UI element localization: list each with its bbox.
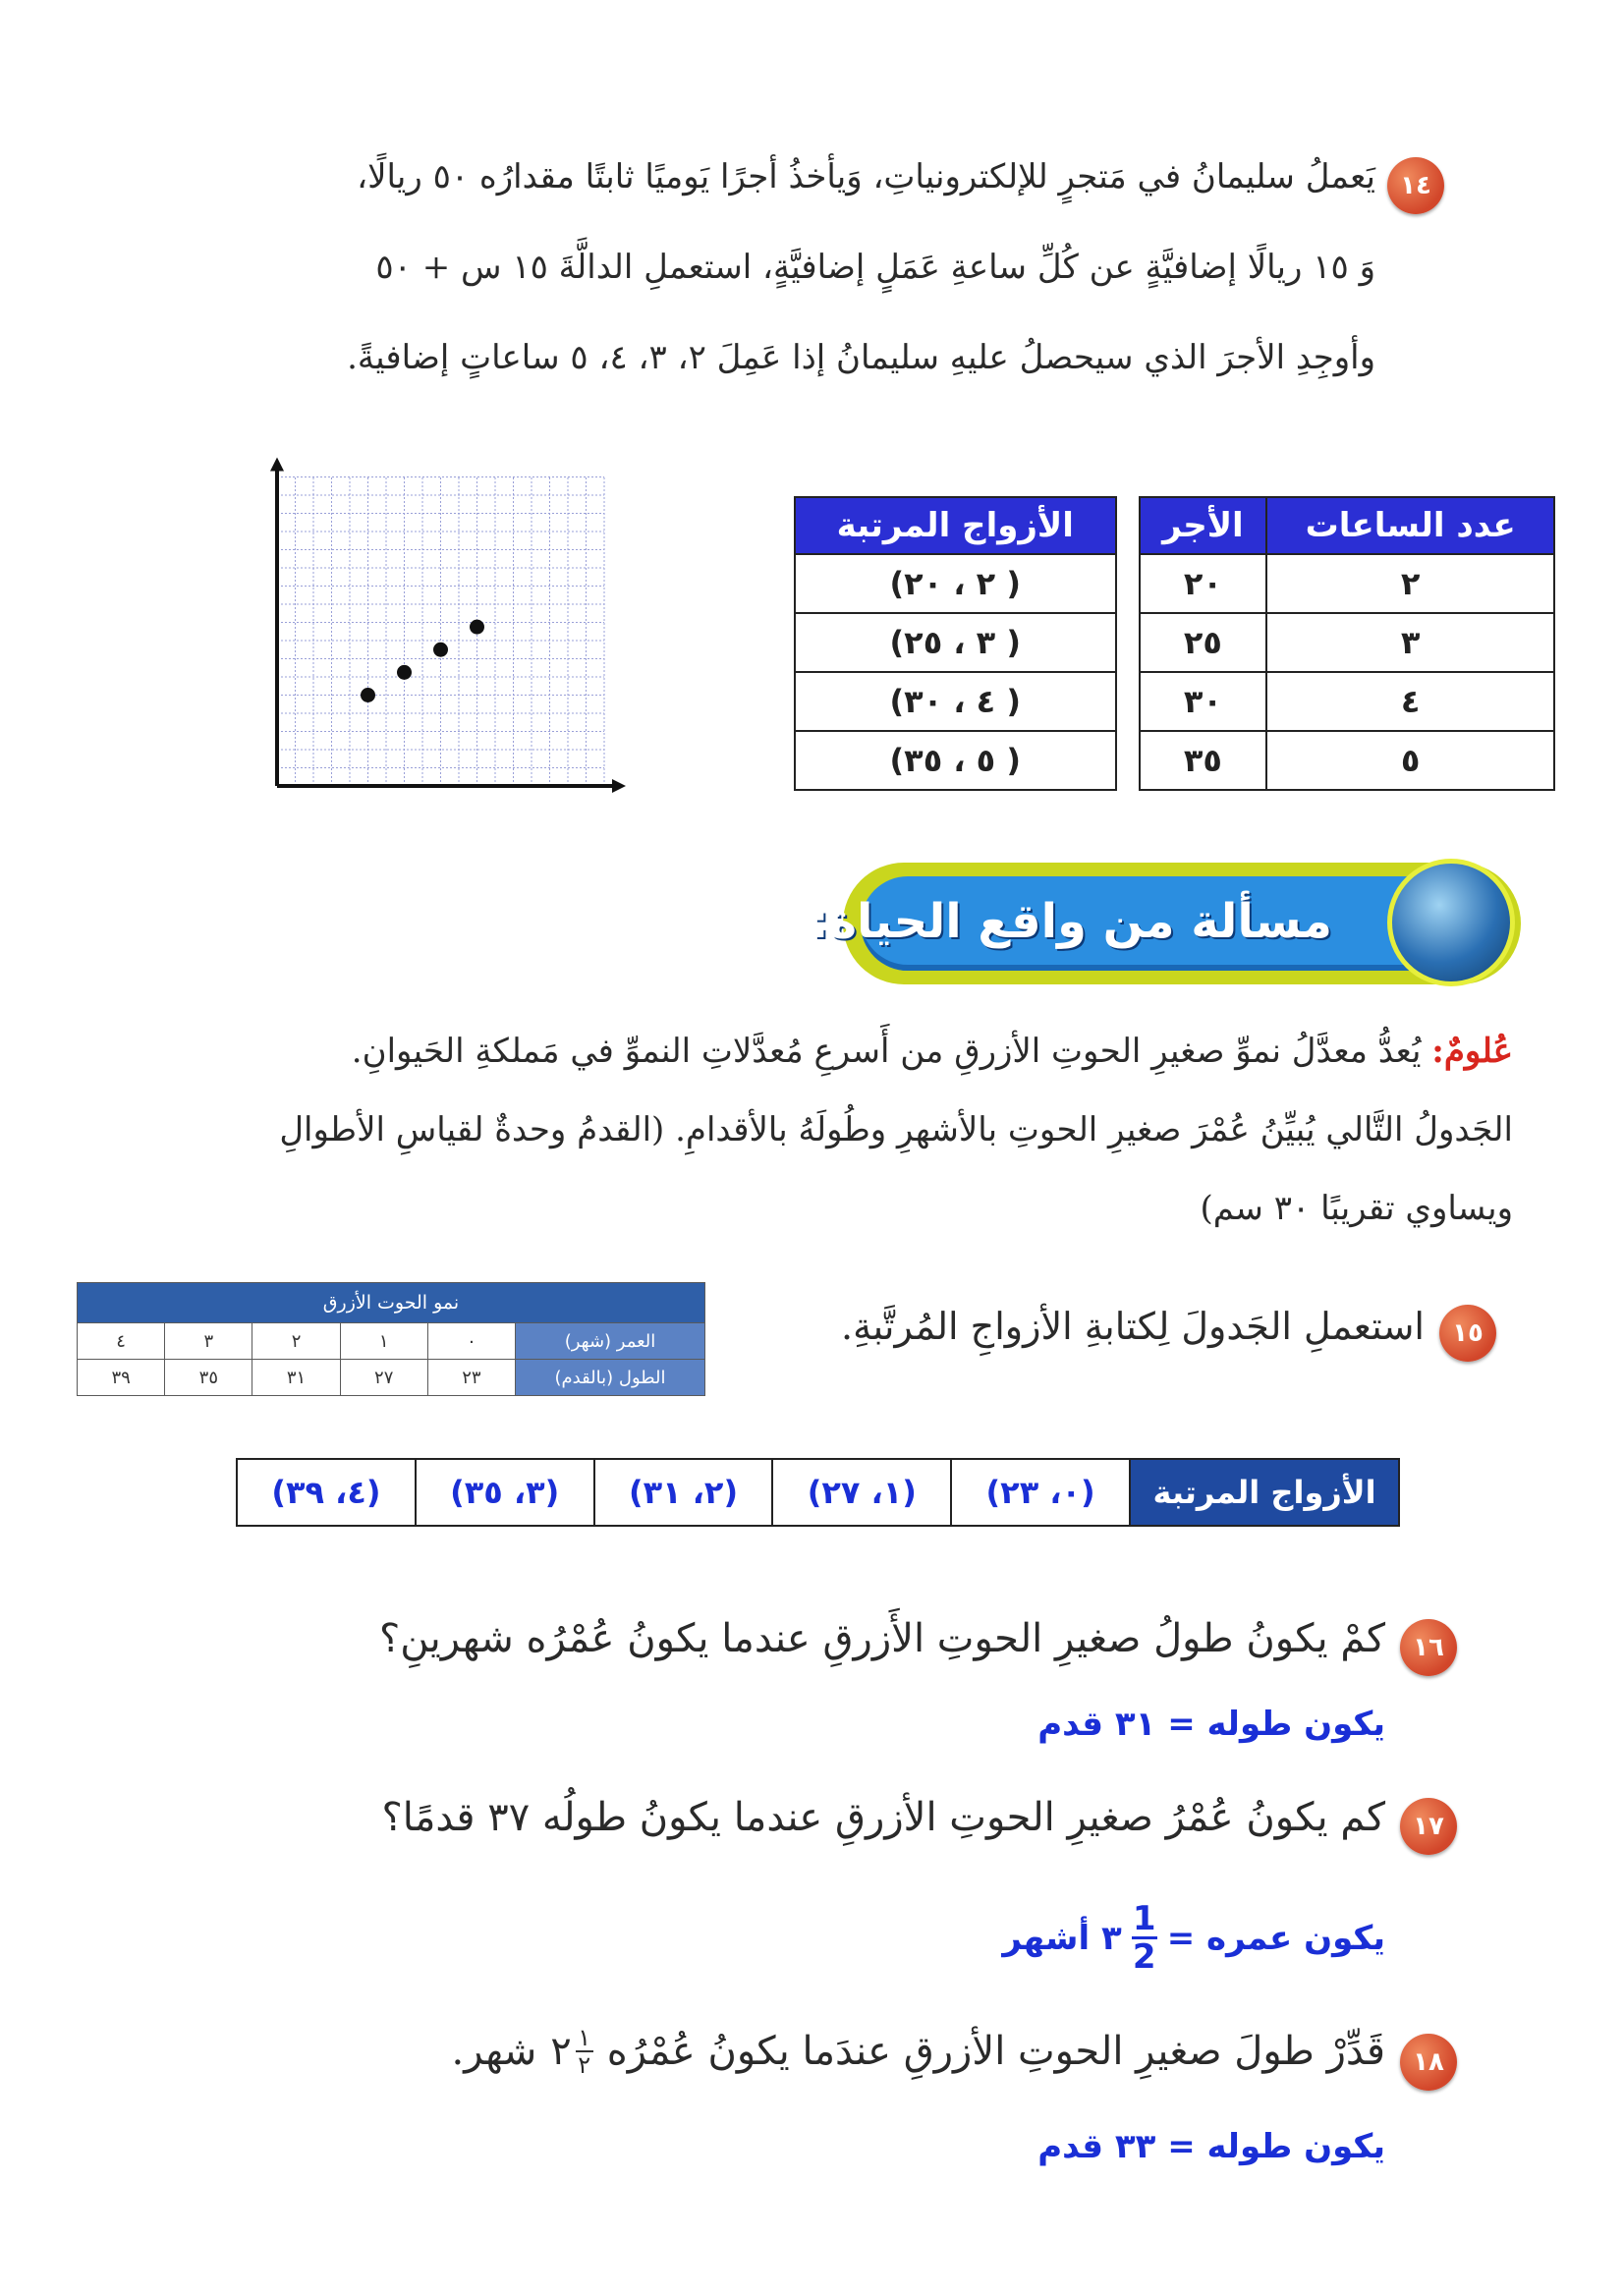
table-gap <box>1116 672 1140 731</box>
pair-cell: (١، ٢٧) <box>772 1459 951 1526</box>
length-cell: ٣٩ <box>78 1360 165 1396</box>
science-line-1-text: يُعدُّ معدَّلُ نموِّ صغيرِ الحوتِ الأزرقِ من أَسرعِ مُعدَّلاتِ النموِّ في مَملكةِ الحَيوانِ. <box>351 1032 1422 1071</box>
cell-hours: ٣ <box>1266 613 1554 672</box>
table-row <box>795 672 1554 731</box>
problem-17-answer <box>884 1901 1385 1975</box>
data-point <box>361 688 375 702</box>
problem-18-text-b: شهر. <box>451 2029 537 2074</box>
mixed-denominator: ٢ <box>578 2051 591 2079</box>
fraction-numerator: 1 <box>1132 1899 1156 1938</box>
cell-pair: ( ٥ ، ٣٥) <box>795 731 1116 790</box>
science-line-2: الجَدولُ التَّالي يُبيِّنُ عُمْرَ صغيرِ الحوتِ بالأشهرِ وطُولَهُ بالأقدامِ. (القدمُ وحدةٌ لقياسِ الأطوالِ <box>279 1110 1513 1149</box>
length-cell: ٣١ <box>252 1360 340 1396</box>
ordered-pairs-answer <box>236 1458 1400 1527</box>
table-gap <box>1116 554 1140 613</box>
y-axis-arrow <box>270 458 284 472</box>
pair-cell: (٢، ٣١) <box>594 1459 773 1526</box>
length-cell: ٢٧ <box>340 1360 427 1396</box>
pair-cell: (٤، ٣٩) <box>237 1459 416 1526</box>
problem-16-answer: يكون طوله = ٣١ قدم <box>1037 1705 1385 1744</box>
problem-number-18: ١٨ <box>1400 2034 1457 2091</box>
answer-17-prefix: يكون عمره = <box>1166 1918 1385 1958</box>
age-cell: ٢ <box>252 1323 340 1360</box>
problem-18-answer: يكون طوله = ٣٣ قدم <box>1037 2127 1385 2166</box>
whale-growth-table <box>77 1282 705 1396</box>
answer-17-suffix: ٣ أشهر <box>1002 1918 1122 1958</box>
cell-pay: ٢٥ <box>1140 613 1267 672</box>
cell-pair: ( ٣ ، ٢٥) <box>795 613 1116 672</box>
age-cell: ٣ <box>165 1323 252 1360</box>
age-cell: ٤ <box>78 1323 165 1360</box>
length-cell: ٣٥ <box>165 1360 252 1396</box>
data-point <box>433 643 448 657</box>
fraction-denominator: 2 <box>1132 1937 1156 1977</box>
header-pay: الأجر <box>1140 497 1267 554</box>
problem-16-text: كمْ يكونُ طولُ صغيرِ الحوتِ الأَزرقِ عندما يكونُ عُمْرُه شهرينِ؟ <box>378 1616 1385 1661</box>
age-cell: ٠ <box>427 1323 515 1360</box>
problem-18-text-a: قَدِّرْ طولَ صغيرِ الحوتِ الأزرقِ عندَما يكونُ عُمْرُه <box>606 2029 1385 2074</box>
cell-hours: ٢ <box>1266 554 1554 613</box>
problem-15-text: استعملِ الجَدولَ لِكتابةِ الأزواجِ المُرتَّبةِ. <box>841 1305 1425 1348</box>
cell-pay: ٣٥ <box>1140 731 1267 790</box>
scatter-chart <box>255 452 639 806</box>
x-axis-arrow <box>612 779 626 793</box>
cell-hours: ٤ <box>1266 672 1554 731</box>
mixed-whole: ٢ <box>550 2029 572 2074</box>
whale-table-title: نمو الحوت الأزرق <box>78 1283 705 1323</box>
science-label: عُلومٌ: <box>1431 1032 1513 1071</box>
problem-number-16: ١٦ <box>1400 1619 1457 1676</box>
mixed-numerator: ١ <box>578 2024 591 2051</box>
pair-cell: (٠، ٢٣) <box>951 1459 1130 1526</box>
pair-cell: (٣، ٣٥) <box>416 1459 594 1526</box>
mixed-fraction <box>576 2025 593 2078</box>
data-point <box>470 620 484 635</box>
age-row-label: العمر (شهر) <box>516 1323 705 1360</box>
age-cell: ١ <box>340 1323 427 1360</box>
table-gap <box>1116 613 1140 672</box>
answer-17-fraction <box>1132 1901 1157 1975</box>
real-life-banner <box>810 863 1521 984</box>
problem-18-text <box>196 2022 1385 2081</box>
problem-14-line-3: وأوجِدِ الأجرَ الذي سيحصلُ عليهِ سليمانُ إذا عَمِلَ ٢، ٣، ٤، ٥ ساعاتٍ إضافيةً. <box>347 338 1375 377</box>
header-pairs: الأزواج المرتبة <box>795 497 1116 554</box>
problem-14-line-2: وَ ١٥ ريالًا إضافيَّةٍ عن كُلِّ ساعةِ عَمَلٍ إضافيَّةٍ، استعملِ الدالَّةَ ١٥ س + ٥٠ <box>375 248 1375 287</box>
table-row <box>795 613 1554 672</box>
cell-pair: ( ٤ ، ٣٠) <box>795 672 1116 731</box>
problem-number-14: ١٤ <box>1387 157 1444 214</box>
table-row <box>78 1360 705 1396</box>
science-line-1 <box>88 1022 1513 1081</box>
table-gap <box>1116 497 1140 554</box>
problem-14-text <box>147 147 1375 387</box>
data-point <box>397 665 412 680</box>
problem-14-line-1: يَعملُ سليمانُ في مَتجرٍ للإلكترونياتِ، وَيأخذُ أجرًا يَوميًا ثابتًا مقدارُه ٥٠ ريالًا، <box>357 157 1375 196</box>
length-cell: ٢٣ <box>427 1360 515 1396</box>
banner-title: مسألة من واقع الحياة: <box>810 894 1332 949</box>
table-row <box>795 731 1554 790</box>
problem-number-15: ١٥ <box>1439 1305 1496 1362</box>
cell-pay: ٣٠ <box>1140 672 1267 731</box>
cell-pair: ( ٢ ، ٢٠) <box>795 554 1116 613</box>
length-row-label: الطول (بالقدم) <box>516 1360 705 1396</box>
mixed-number <box>550 2022 592 2081</box>
pairs-label: الأزواج المرتبة <box>1130 1459 1399 1526</box>
table-row <box>795 554 1554 613</box>
cell-hours: ٥ <box>1266 731 1554 790</box>
table-gap <box>1116 731 1140 790</box>
science-paragraph <box>88 1022 1513 1238</box>
problem-17-text: كم يكونُ عُمْرُ صغيرِ الحوتِ الأزرقِ عندما يكونُ طولُه ٣٧ قدمًا؟ <box>381 1795 1385 1840</box>
wage-table <box>794 496 1555 791</box>
header-hours: عدد الساعات <box>1266 497 1554 554</box>
globe-icon <box>1387 859 1515 986</box>
cell-pay: ٢٠ <box>1140 554 1267 613</box>
science-line-3: ويساوي تقريبًا ٣٠ سم) <box>1200 1189 1513 1228</box>
table-row <box>78 1323 705 1360</box>
problem-number-17: ١٧ <box>1400 1798 1457 1855</box>
